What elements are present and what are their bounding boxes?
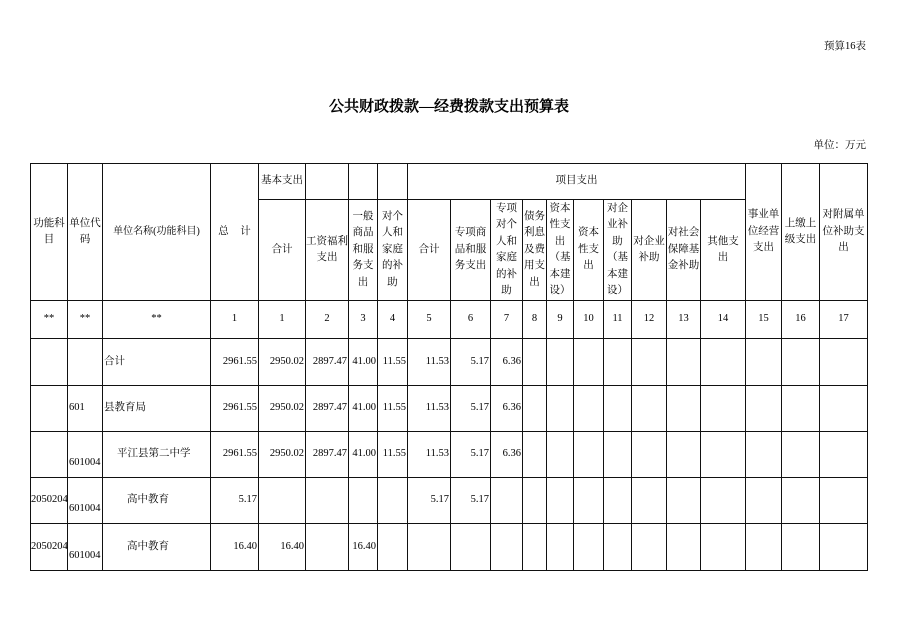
cell-remit-to-superior xyxy=(782,478,820,524)
cell-other xyxy=(701,339,746,386)
cell-special-goods-services: 5.17 xyxy=(451,478,491,524)
cell-individual-family-subsidy: 11.55 xyxy=(378,432,408,478)
column-number: ** xyxy=(103,301,211,339)
func-subject-cell xyxy=(31,339,68,386)
cell-remit-to-superior xyxy=(782,339,820,386)
column-number: 13 xyxy=(667,301,701,339)
column-number: 9 xyxy=(547,301,574,339)
cell-basic-subtotal: 2950.02 xyxy=(259,339,306,386)
cell-enterprise-subsidy-infrastructure xyxy=(604,524,632,571)
cell-affiliated-unit-subsidy xyxy=(820,478,868,524)
cell-capital xyxy=(574,524,604,571)
cell-capital xyxy=(574,478,604,524)
cell-total: 2961.55 xyxy=(211,339,259,386)
column-number: 1 xyxy=(259,301,306,339)
cell-basic-subtotal: 16.40 xyxy=(259,524,306,571)
cell-capital xyxy=(574,386,604,432)
cell-enterprise-subsidy xyxy=(632,478,667,524)
cell-special-goods-services: 5.17 xyxy=(451,386,491,432)
column-number: 1 xyxy=(211,301,259,339)
header-func-subject: 功能科目 xyxy=(31,164,68,301)
header-special-individual-family-subsidy: 专项对个人和家庭的补助 xyxy=(491,200,523,301)
cell-special-goods-services xyxy=(451,524,491,571)
cell-special-individual-family-subsidy xyxy=(491,524,523,571)
column-number: 8 xyxy=(523,301,547,339)
cell-project-subtotal xyxy=(408,524,451,571)
cell-social-security-fund-subsidy xyxy=(667,478,701,524)
cell-special-individual-family-subsidy: 6.36 xyxy=(491,339,523,386)
unit-code-cell: 601004 xyxy=(68,432,103,478)
cell-goods-services: 41.00 xyxy=(349,386,378,432)
cell-other xyxy=(701,386,746,432)
cell-special-individual-family-subsidy: 6.36 xyxy=(491,432,523,478)
cell-social-security-fund-subsidy xyxy=(667,432,701,478)
table-row xyxy=(31,524,868,571)
header-other: 其他支出 xyxy=(701,200,746,301)
func-subject-cell: 2050204 xyxy=(31,524,68,571)
table-row xyxy=(31,339,868,386)
column-number: 10 xyxy=(574,301,604,339)
unit-code-cell: 601004 xyxy=(68,524,103,571)
cell-institution-operating xyxy=(746,339,782,386)
header-empty-cell xyxy=(349,164,378,200)
cell-wages-welfare: 2897.47 xyxy=(306,386,349,432)
cell-affiliated-unit-subsidy xyxy=(820,432,868,478)
cell-project-subtotal: 11.53 xyxy=(408,432,451,478)
table-row xyxy=(31,478,868,524)
unit-name-cell: 县教育局 xyxy=(103,386,211,432)
cell-other xyxy=(701,524,746,571)
column-number: 17 xyxy=(820,301,868,339)
cell-individual-family-subsidy: 11.55 xyxy=(378,386,408,432)
cell-total: 5.17 xyxy=(211,478,259,524)
cell-institution-operating xyxy=(746,478,782,524)
column-number: 7 xyxy=(491,301,523,339)
cell-capital-infrastructure xyxy=(547,339,574,386)
cell-debt-interest xyxy=(523,386,547,432)
header-project-expenditure: 项目支出 xyxy=(408,164,746,200)
cell-capital-infrastructure xyxy=(547,386,574,432)
column-number: 15 xyxy=(746,301,782,339)
cell-debt-interest xyxy=(523,478,547,524)
cell-enterprise-subsidy-infrastructure xyxy=(604,432,632,478)
cell-goods-services: 41.00 xyxy=(349,432,378,478)
unit-code-cell xyxy=(68,339,103,386)
column-number-row xyxy=(31,301,868,339)
cell-capital xyxy=(574,339,604,386)
cell-remit-to-superior xyxy=(782,386,820,432)
cell-wages-welfare: 2897.47 xyxy=(306,432,349,478)
cell-capital xyxy=(574,432,604,478)
cell-enterprise-subsidy xyxy=(632,524,667,571)
cell-debt-interest xyxy=(523,432,547,478)
func-subject-cell xyxy=(31,386,68,432)
cell-enterprise-subsidy xyxy=(632,432,667,478)
cell-other xyxy=(701,432,746,478)
header-wages-welfare: 工资福利支出 xyxy=(306,200,349,301)
column-number: 3 xyxy=(349,301,378,339)
column-number: 16 xyxy=(782,301,820,339)
header-social-security-fund-subsidy: 对社会保障基金补助 xyxy=(667,200,701,301)
column-number: 12 xyxy=(632,301,667,339)
cell-institution-operating xyxy=(746,524,782,571)
column-number: ** xyxy=(68,301,103,339)
cell-basic-subtotal: 2950.02 xyxy=(259,432,306,478)
header-capital: 资本性支出 xyxy=(574,200,604,301)
cell-other xyxy=(701,478,746,524)
func-subject-cell: 2050204 xyxy=(31,478,68,524)
header-enterprise-subsidy-infrastructure: 对企业补助（基本建设） xyxy=(604,200,632,301)
cell-special-goods-services: 5.17 xyxy=(451,339,491,386)
cell-social-security-fund-subsidy xyxy=(667,339,701,386)
cell-remit-to-superior xyxy=(782,432,820,478)
column-number: 6 xyxy=(451,301,491,339)
cell-goods-services: 41.00 xyxy=(349,339,378,386)
column-number: 11 xyxy=(604,301,632,339)
header-row-top xyxy=(31,164,868,200)
cell-goods-services xyxy=(349,478,378,524)
header-basic-expenditure: 基本支出 xyxy=(259,164,306,200)
header-individual-family-subsidy: 对个人和家庭的补助 xyxy=(378,200,408,301)
cell-total: 2961.55 xyxy=(211,432,259,478)
column-number: 5 xyxy=(408,301,451,339)
cell-affiliated-unit-subsidy xyxy=(820,339,868,386)
func-subject-cell xyxy=(31,432,68,478)
cell-capital-infrastructure xyxy=(547,478,574,524)
header-institution-operating: 事业单位经营支出 xyxy=(746,164,782,301)
header-enterprise-subsidy: 对企业补助 xyxy=(632,200,667,301)
cell-capital-infrastructure xyxy=(547,524,574,571)
budget-table xyxy=(30,163,868,571)
cell-individual-family-subsidy xyxy=(378,478,408,524)
header-capital-infrastructure: 资本性支出（基本建设） xyxy=(547,200,574,301)
column-number: 4 xyxy=(378,301,408,339)
cell-total: 2961.55 xyxy=(211,386,259,432)
unit-note: 单位：万元 xyxy=(813,140,866,151)
header-unit-code: 单位代码 xyxy=(68,164,103,301)
cell-goods-services: 16.40 xyxy=(349,524,378,571)
cell-affiliated-unit-subsidy xyxy=(820,386,868,432)
cell-wages-welfare xyxy=(306,478,349,524)
column-number: ** xyxy=(31,301,68,339)
cell-debt-interest xyxy=(523,524,547,571)
header-project-subtotal: 合计 xyxy=(408,200,451,301)
cell-enterprise-subsidy xyxy=(632,339,667,386)
cell-wages-welfare: 2897.47 xyxy=(306,339,349,386)
unit-name-cell: 平江县第二中学 xyxy=(103,432,211,478)
header-basic-subtotal: 合计 xyxy=(259,200,306,301)
cell-social-security-fund-subsidy xyxy=(667,386,701,432)
unit-name-cell: 高中教育 xyxy=(103,524,211,571)
cell-total: 16.40 xyxy=(211,524,259,571)
cell-individual-family-subsidy: 11.55 xyxy=(378,339,408,386)
column-number: 14 xyxy=(701,301,746,339)
cell-basic-subtotal xyxy=(259,478,306,524)
column-number: 2 xyxy=(306,301,349,339)
cell-institution-operating xyxy=(746,386,782,432)
cell-project-subtotal: 11.53 xyxy=(408,386,451,432)
header-affiliated-unit-subsidy: 对附属单位补助支出 xyxy=(820,164,868,301)
unit-name-cell: 高中教育 xyxy=(103,478,211,524)
cell-basic-subtotal: 2950.02 xyxy=(259,386,306,432)
cell-enterprise-subsidy xyxy=(632,386,667,432)
cell-institution-operating xyxy=(746,432,782,478)
unit-name-cell: 合计 xyxy=(103,339,211,386)
cell-special-individual-family-subsidy: 6.36 xyxy=(491,386,523,432)
form-number: 预算16表 xyxy=(824,41,866,52)
cell-enterprise-subsidy-infrastructure xyxy=(604,386,632,432)
cell-capital-infrastructure xyxy=(547,432,574,478)
header-debt-interest: 债务利息及费用支出 xyxy=(523,200,547,301)
table-row xyxy=(31,432,868,478)
cell-special-individual-family-subsidy xyxy=(491,478,523,524)
header-empty-cell xyxy=(306,164,349,200)
cell-project-subtotal: 5.17 xyxy=(408,478,451,524)
cell-debt-interest xyxy=(523,339,547,386)
cell-remit-to-superior xyxy=(782,524,820,571)
cell-enterprise-subsidy-infrastructure xyxy=(604,339,632,386)
cell-individual-family-subsidy xyxy=(378,524,408,571)
cell-project-subtotal: 11.53 xyxy=(408,339,451,386)
cell-enterprise-subsidy-infrastructure xyxy=(604,478,632,524)
cell-wages-welfare xyxy=(306,524,349,571)
cell-social-security-fund-subsidy xyxy=(667,524,701,571)
cell-affiliated-unit-subsidy xyxy=(820,524,868,571)
unit-code-cell: 601 xyxy=(68,386,103,432)
header-remit-to-superior: 上缴上级支出 xyxy=(782,164,820,301)
header-total: 总 计 xyxy=(211,164,259,301)
page-title: 公共财政拨款—经费拨款支出预算表 xyxy=(328,99,569,115)
cell-special-goods-services: 5.17 xyxy=(451,432,491,478)
header-empty-cell xyxy=(378,164,408,200)
table-row xyxy=(31,386,868,432)
unit-code-cell: 601004 xyxy=(68,478,103,524)
header-unit-name: 单位名称(功能科目) xyxy=(103,164,211,301)
header-special-goods-services: 专项商品和服务支出 xyxy=(451,200,491,301)
header-goods-services: 一般商品和服务支出 xyxy=(349,200,378,301)
